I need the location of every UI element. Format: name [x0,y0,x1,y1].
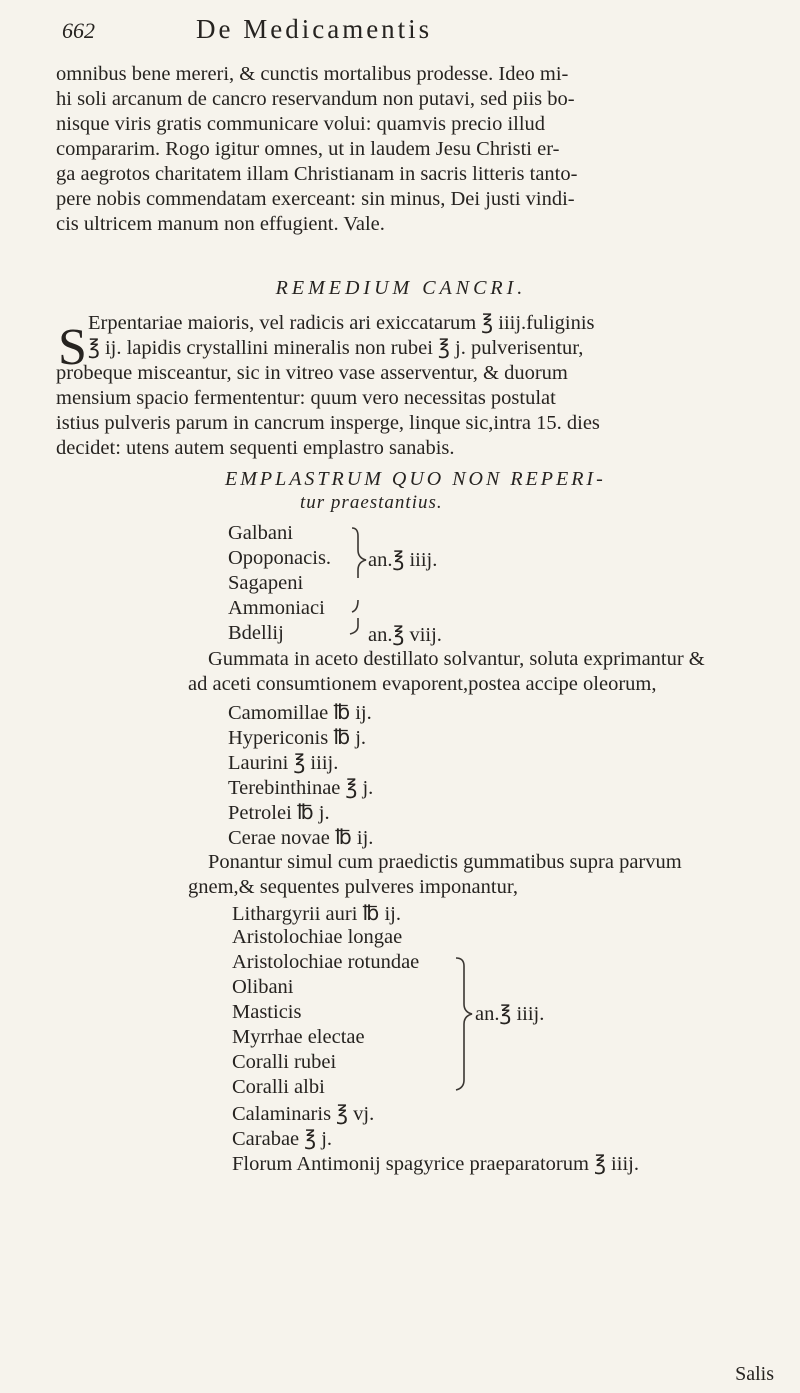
running-head: De Medicamentis [196,14,433,44]
ingredient-line: Coralli rubei [232,1051,337,1073]
ingredient-line: Camomillae ℔ ij. [228,702,372,724]
ingredient-line: Bdellij [228,622,284,644]
text-line: probeque misceantur, sic in vitreo vase asserventur, & duorum [56,362,568,384]
text-line: Gummata in aceto destillato solvantur, soluta exprimantur & [208,648,705,670]
text-line: ad aceti consumtionem evaporent,postea accipe oleorum, [188,673,657,695]
remedium-paragraph [56,311,746,461]
ingredient-line: Terebinthinae ℥ j. [228,777,374,799]
ingredient-line: Opoponacis. [228,547,332,569]
dose-label: an.℥ iiij. [475,1003,545,1025]
text-line: decidet: utens autem sequenti emplastro sanabis. [56,437,455,459]
ingredient-line: Carabae ℥ j. [232,1128,333,1150]
dose-label: an.℥ iiij. [368,549,438,571]
catchword: Salis [735,1363,774,1385]
drop-cap: S [58,319,87,376]
paragraph-2 [188,647,768,697]
emplastrum-heading: EMPLASTRUM QUO NON REPERI- [225,468,606,490]
intro-paragraph [56,62,746,237]
text-line: omnibus bene mereri, & cunctis mortalibus prodesse. Ideo mi- [56,63,569,85]
text-line: compararim. Rogo igitur omnes, ut in laudem Jesu Christi er- [56,138,560,160]
ingredient-line: Masticis [232,1001,302,1023]
ingredient-line: Galbani [228,522,293,544]
ingredient-line: Calaminaris ℥ vj. [232,1103,375,1125]
ingredient-line: Ammoniaci [228,597,325,619]
page-number: 662 [62,18,95,43]
ingredient-line: Petrolei ℔ j. [228,802,330,824]
text-line: hi soli arcanum de cancro reservandum non putavi, sed piis bo- [56,88,575,110]
text-line: nisque viris gratis communicare volui: quamvis precio illud [56,113,546,135]
emplastrum-heading-cont: tur praestantius. [300,492,443,513]
text-line: gnem,& sequentes pulveres imponantur, [188,876,518,898]
remedium-heading: REMEDIUM CANCRI. [275,277,527,299]
text-line: Erpentariae maioris, vel radicis ari exiccatarum ℥ iiij.fuliginis [88,312,595,334]
ingredient-line: Florum Antimonij spagyrice praeparatorum ℥ iiij. [232,1153,639,1175]
ingredient-line: Myrrhae electae [232,1026,365,1048]
text-line: pere nobis commendatam exerceant: sin minus, Dei justi vindi- [56,188,575,210]
text-line: ℥ ij. lapidis crystallini mineralis non rubei ℥ j. pulverisentur, [88,337,584,359]
paragraph-3 [188,850,778,900]
ingredient-line: Olibani [232,976,294,998]
text-line: mensium spacio fermententur: quum vero necessitas postulat [56,387,556,409]
ingredient-line: Coralli albi [232,1076,325,1098]
ingredient-line: Lithargyrii auri ℔ ij. [232,903,401,925]
ingredient-line: Hypericonis ℔ j. [228,727,367,749]
text-line: cis ultricem manum non effugient. Vale. [56,213,385,235]
ingredient-line: Aristolochiae rotundae [232,951,420,973]
ingredient-line: Cerae novae ℔ ij. [228,827,374,849]
ingredient-line: Aristolochiae longae [232,926,403,948]
ingredient-line: Sagapeni [228,572,304,594]
text-line: ga aegrotos charitatem illam Christianam in sacris litteris tanto- [56,163,578,185]
ingredient-line: Laurini ℥ iiij. [228,752,339,774]
text-line: istius pulveris parum in cancrum insperge, linque sic,intra 15. dies [56,412,600,434]
dose-label: an.℥ viij. [368,624,442,646]
text-line: Ponantur simul cum praedictis gummatibus supra parvum [208,851,682,873]
